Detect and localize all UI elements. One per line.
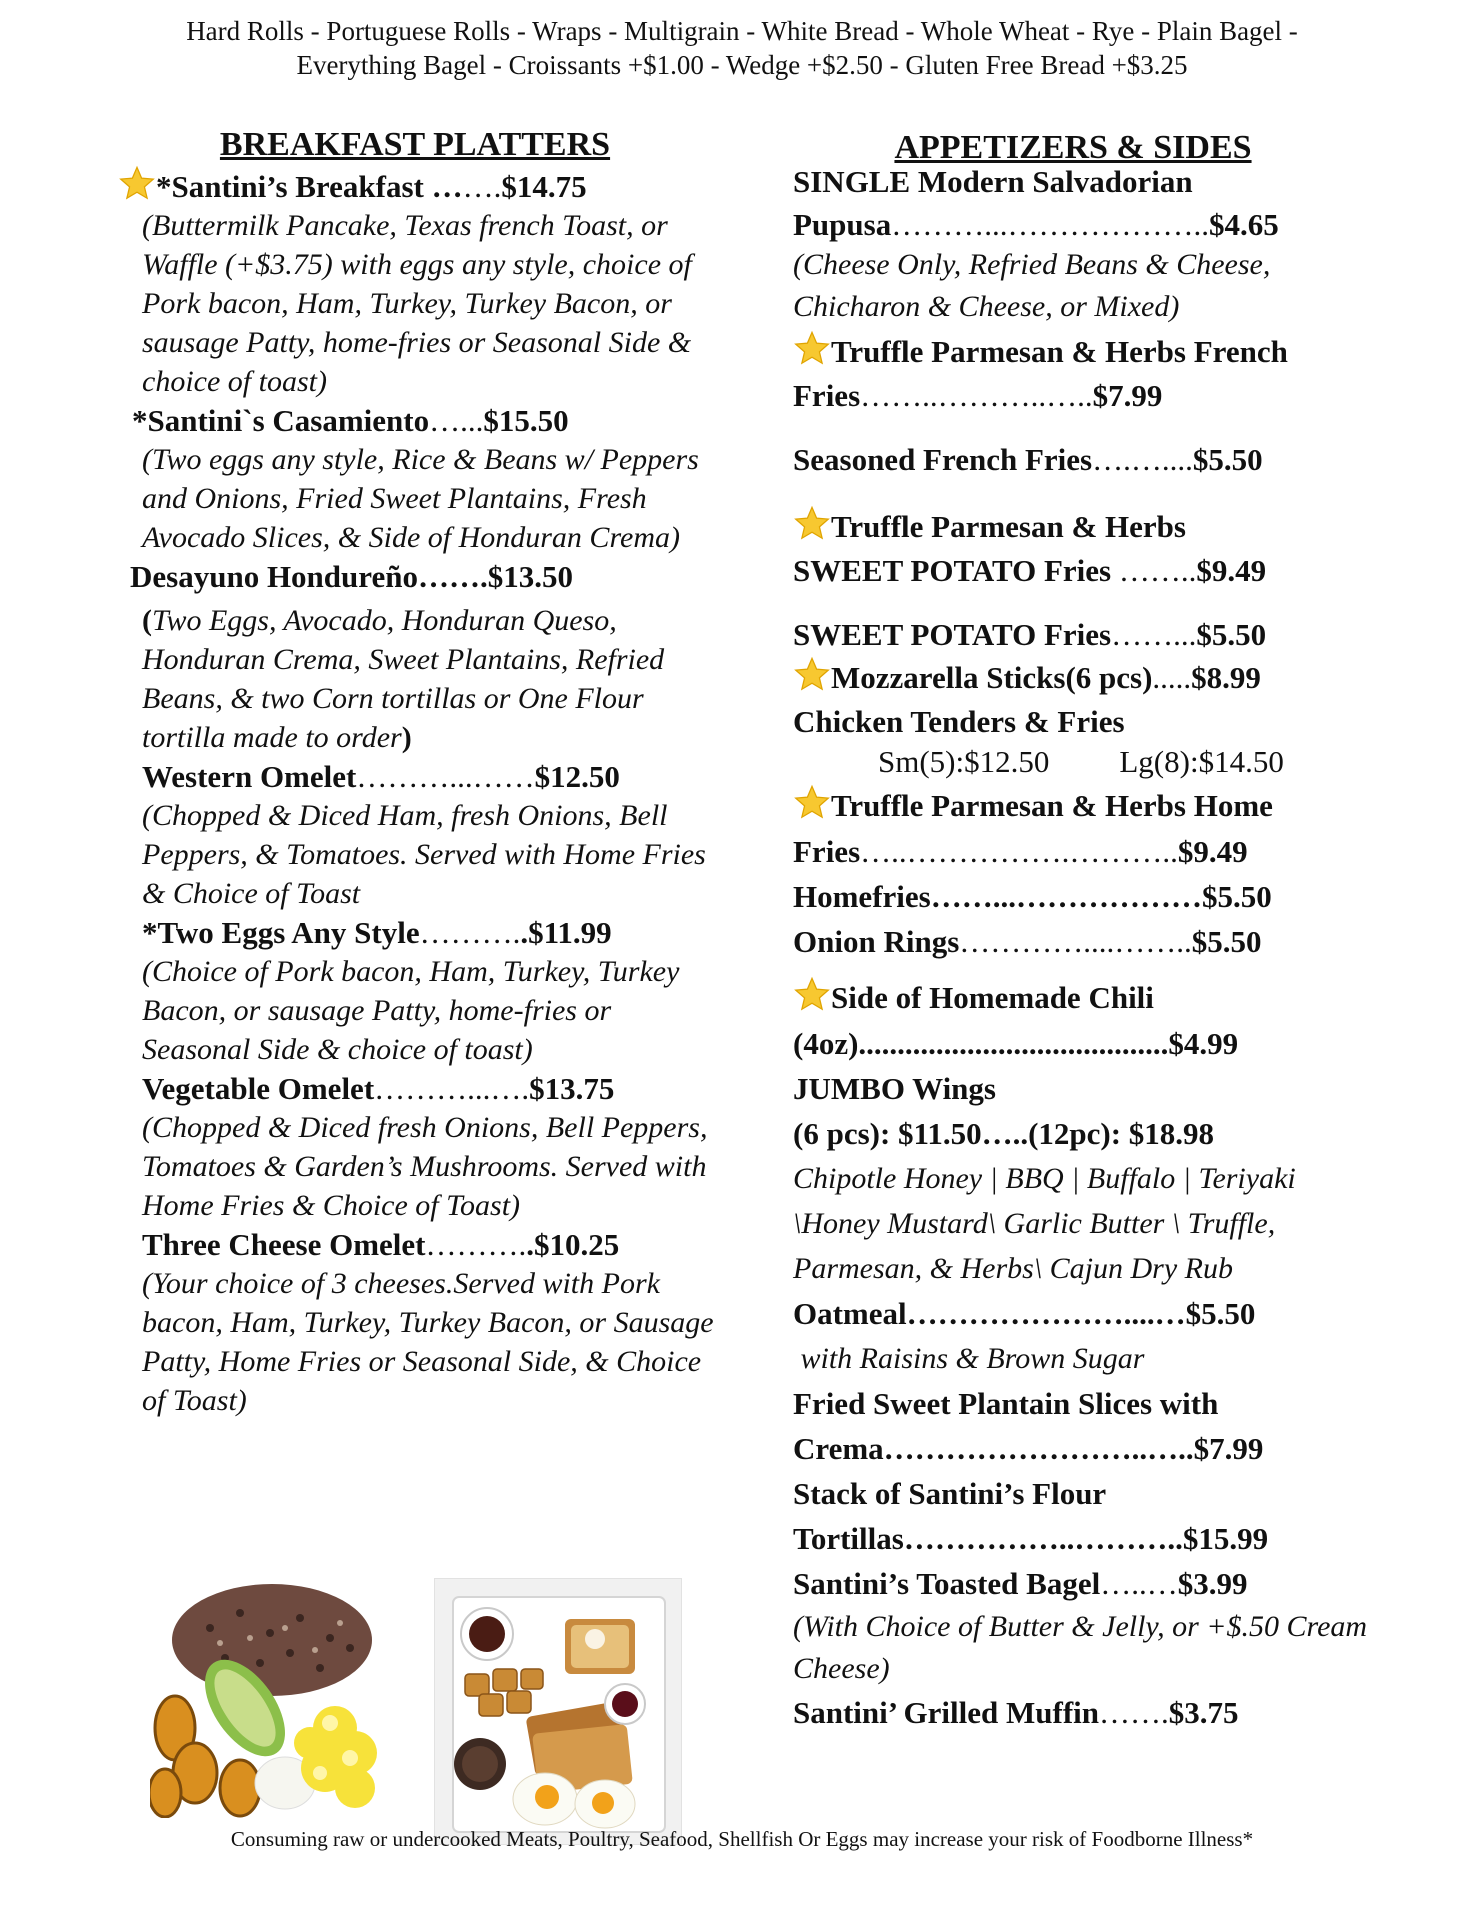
menu-item-jumbo-wings: JUMBO Wings <box>793 1071 996 1106</box>
menu-item-homefries: Homefries……...………………$5.50 <box>793 879 1272 914</box>
menu-item-truffle-sweet-fries: SWEET POTATO Fries ……..$9.49 <box>793 553 1267 588</box>
menu-item-plantain: Crema……………………..…..$7.99 <box>793 1431 1264 1466</box>
casamiento-description: (Two eggs any style, Rice & Beans w/ Peppers and Onions, Fried Sweet Plantains, Fresh Avocado Slices, & Side of Honduran Crema) <box>142 443 699 554</box>
menu-item-western-omelet: Western Omelet………...……$12.50 <box>142 759 620 794</box>
food-photos <box>150 1578 680 1843</box>
menu-item-truffle-fries-name: Truffle Parmesan & Herbs French <box>793 328 1393 376</box>
menu-item-tortillas-name: Stack of Santini’s Flour <box>793 1476 1107 1511</box>
breakfast-platters-section <box>130 125 720 1420</box>
star-icon <box>793 330 831 368</box>
oatmeal-description: with Raisins & Brown Sugar <box>793 1342 1145 1375</box>
menu-item-plantain-name: Fried Sweet Plantain Slices with <box>793 1386 1219 1421</box>
chicken-tenders-sizes <box>793 742 1393 782</box>
menu-item-three-cheese-omelet: Three Cheese Omelet………..$10.25 <box>142 1227 620 1262</box>
chicken-tenders-large: Lg(8):$14.50 <box>1119 744 1284 779</box>
bread-options-line-2: Everything Bagel - Croissants +$1.00 - Wedge +$2.50 - Gluten Free Bread +$3.25 <box>296 50 1188 80</box>
menu-item-pupusa: Pupusa………...………………..$4.65 <box>793 207 1279 242</box>
santinis-breakfast-description: (Buttermilk Pancake, Texas french Toast, or Waffle (+$3.75) with eggs any style, choice of Pork bacon, Ham, Turkey, Turkey Bacon, or sausage Patty, home-fries or Seasonal Side & choice of toast) <box>142 209 692 398</box>
jumbo-wings-sizes: (6 pcs): $11.50…..(12pc): $18.98 <box>793 1116 1215 1151</box>
menu-item-truffle-home-fries: Fries…..…………….………..$9.49 <box>793 834 1248 869</box>
menu-item-santinis-breakfast: *Santini’s Breakfast …….$14.75 <box>118 165 720 206</box>
menu-item-chili: (4oz)........................................$4.99 <box>793 1026 1239 1061</box>
menu-item-tortillas: Tortillas……………..………..$15.99 <box>793 1521 1269 1556</box>
three-cheese-omelet-description: (Your choice of 3 cheeses.Served with Pork bacon, Ham, Turkey, Turkey Bacon, or Sausage Patty, Home Fries or Seasonal Side, & Choice of Toast) <box>142 1267 714 1417</box>
appetizers-sides-section <box>793 128 1393 1735</box>
star-icon <box>793 976 831 1014</box>
foodborne-illness-disclaimer: Consuming raw or undercooked Meats, Poultry, Seafood, Shellfish Or Eggs may increase your risk of Foodborne Illness* <box>230 1827 1254 1851</box>
vegetable-omelet-description: (Chopped & Diced fresh Onions, Bell Peppers, Tomatoes & Garden’s Mushrooms. Served with Home Fries & Choice of Toast) <box>142 1111 708 1222</box>
menu-item-two-eggs-any-style: *Two Eggs Any Style………..$11.99 <box>142 915 612 950</box>
star-icon <box>118 165 156 203</box>
appetizers-sides-title: APPETIZERS & SIDES <box>894 129 1252 166</box>
pupusa-description: (Cheese Only, Refried Beans & Cheese, Chicharon & Cheese, or Mixed) <box>793 248 1271 323</box>
star-icon <box>793 656 831 694</box>
menu-item-seasoned-fries: Seasoned French Fries….…....$5.50 <box>793 442 1263 477</box>
menu-item-oatmeal: Oatmeal…………………....…$5.50 <box>793 1296 1256 1331</box>
jumbo-wings-flavors: Chipotle Honey | BBQ | Buffalo | Teriyaki \Honey Mustard\ Garlic Butter \ Truffle, Parmesan, & Herbs\ Cajun Dry Rub <box>793 1162 1296 1285</box>
menu-item-truffle-fries: Fries……..………..…..$7.99 <box>793 378 1163 413</box>
menu-item-grilled-muffin: Santini’ Grilled Muffin…….$3.75 <box>793 1695 1239 1730</box>
menu-item-vegetable-omelet: Vegetable Omelet………...….$13.75 <box>142 1071 615 1106</box>
desayuno-hondureno-description: (Two Eggs, Avocado, Honduran Queso, Honduran Crema, Sweet Plantains, Refried Beans, & two Corn tortillas or One Flour tortilla made to order) <box>142 604 665 754</box>
two-eggs-description: (Choice of Pork bacon, Ham, Turkey, Turkey Bacon, or sausage Patty, home-fries or Seasonal Side & choice of toast) <box>142 955 680 1066</box>
menu-item-onion-rings: Onion Rings…………....……..$5.50 <box>793 924 1262 959</box>
menu-item-toasted-bagel: Santini’s Toasted Bagel…..…$3.99 <box>793 1566 1248 1601</box>
menu-item-chicken-tenders: Chicken Tenders & Fries <box>793 704 1125 739</box>
menu-item-sweet-potato-fries: SWEET POTATO Fries……...$5.50 <box>793 617 1267 652</box>
breakfast-platters-title: BREAKFAST PLATTERS <box>219 126 611 163</box>
menu-item-truffle-sweet-name: Truffle Parmesan & Herbs <box>793 503 1393 551</box>
breakfast-plate-photo <box>434 1578 682 1845</box>
star-icon <box>793 784 831 822</box>
western-omelet-description: (Chopped & Diced Ham, fresh Onions, Bell Peppers, & Tomatoes. Served with Home Fries & Choice of Toast <box>142 799 706 910</box>
chicken-tenders-small: Sm(5):$12.50 <box>878 744 1050 779</box>
toasted-bagel-description: (With Choice of Butter & Jelly, or +$.50 Cream Cheese) <box>793 1610 1368 1685</box>
menu-item-casamiento: *Santini`s Casamiento…...$15.50 <box>132 403 569 438</box>
star-icon <box>793 505 831 543</box>
menu-item-desayuno-hondureno: Desayuno Hondureño…….$13.50 <box>130 559 573 594</box>
menu-item-truffle-home-name: Truffle Parmesan & Herbs Home <box>793 782 1393 830</box>
casamiento-plate-photo <box>150 1578 380 1818</box>
menu-item-pupusa-name: SINGLE Modern Salvadorian <box>793 164 1193 199</box>
bread-options-line-1: Hard Rolls - Portuguese Rolls - Wraps - Multigrain - White Bread - Whole Wheat - Rye - Plain Bagel - <box>186 16 1298 46</box>
menu-item-chili-name: Side of Homemade Chili <box>793 974 1393 1022</box>
menu-item-mozzarella-sticks: Mozzarella Sticks(6 pcs).....$8.99 <box>793 654 1393 702</box>
bread-options <box>0 14 1484 82</box>
